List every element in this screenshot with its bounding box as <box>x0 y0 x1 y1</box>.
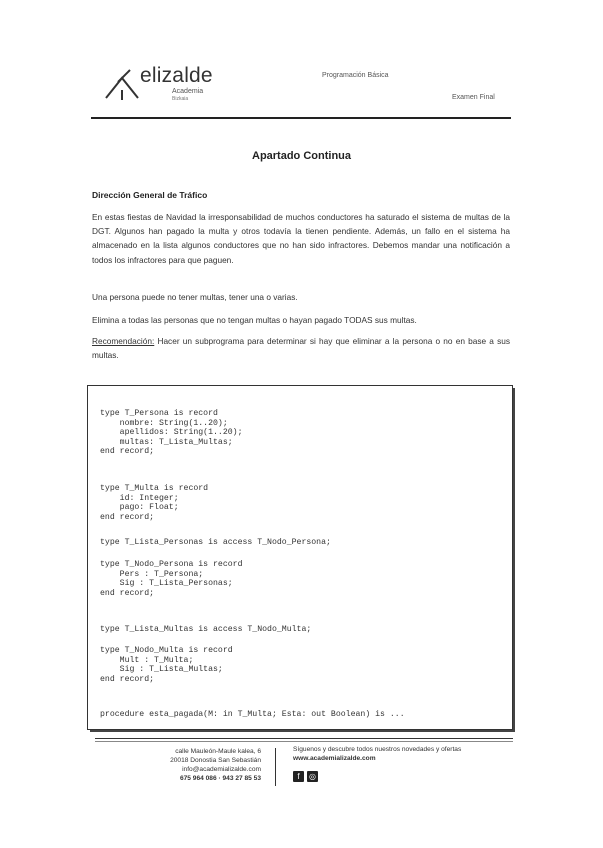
code-box-shadow-bottom <box>90 730 515 732</box>
recommendation-text: Hacer un subprograma para determinar si hay que eliminar a la persona o no en base a sus multas. <box>92 336 510 361</box>
code-procedure-esta-pagada: procedure esta_pagada(M: in T_Multa; Esta: out Boolean) is ... <box>100 710 405 719</box>
elizalde-logo-icon <box>104 64 140 104</box>
section-heading: Dirección General de Tráfico <box>92 190 208 200</box>
code-box-shadow-right <box>513 388 515 732</box>
footer-address-street: calle Mauleón-Maule kalea, 6 <box>175 748 261 755</box>
footer-address-city: 20018 Donostia San Sebastián <box>170 757 261 764</box>
document-title: Apartado Continua <box>252 150 351 162</box>
code-type-persona: type T_Persona is record nombre: String(1..20); apellidos: String(1..20); multas: T_Lista_Multas; end record; <box>100 409 243 457</box>
footer-website-link[interactable]: www.academializalde.com <box>293 755 376 762</box>
recommendation <box>92 334 510 362</box>
facebook-icon[interactable]: f <box>293 771 304 782</box>
footer-rule-secondary <box>95 741 513 742</box>
footer-phones: 675 964 086 · 943 27 85 53 <box>179 775 261 782</box>
code-type-lista-personas: type T_Lista_Personas is access T_Nodo_Persona; <box>100 538 331 547</box>
footer-follow-text: Síguenos y descubre todos nuestros novedades y ofertas <box>293 746 462 753</box>
header-subject: Programación Básica <box>322 72 389 79</box>
code-type-multa: type T_Multa is record id: Integer; pago: Float; end record; <box>100 484 209 522</box>
footer-divider <box>275 748 276 786</box>
header-divider <box>91 117 511 119</box>
problem-description: En estas fiestas de Navidad la irresponsabilidad de muchos conductores ha saturado el sistema de multas de la DGT. Algunos han pagado la multa y otros todavía la tienen pendiente. Además, un fallo en el sistema ha almacenado en la lista algunos conductores que no han sido infractores. Debemos mandar una notificación a todos los infractores para que paguen. <box>92 212 510 265</box>
instagram-icon[interactable]: ◎ <box>307 771 318 782</box>
footer-rule <box>95 738 513 739</box>
brand-name: elizalde <box>140 64 213 87</box>
code-type-lista-multas: type T_Lista_Multas is access T_Nodo_Multa; <box>100 625 312 634</box>
social-icons <box>293 766 321 784</box>
header-exam: Examen Final <box>452 94 495 101</box>
problem-statement-multas: Una persona puede no tener multas, tener una o varias. <box>92 292 298 302</box>
task-statement: Elimina a todas las personas que no tengan multas o hayan pagado TODAS sus multas. <box>92 315 417 325</box>
recommendation-label: Recomendación: <box>92 336 155 346</box>
code-type-nodo-multa: type T_Nodo_Multa is record Mult : T_Multa; Sig : T_Lista_Multas; end record; <box>100 646 233 684</box>
footer-email: info@academializalde.com <box>182 766 261 773</box>
brand-subtitle: Academia <box>172 88 204 95</box>
brand-location: Bizkaia <box>172 96 189 102</box>
code-type-nodo-persona: type T_Nodo_Persona is record Pers : T_Persona; Sig : T_Lista_Personas; end record; <box>100 560 243 598</box>
